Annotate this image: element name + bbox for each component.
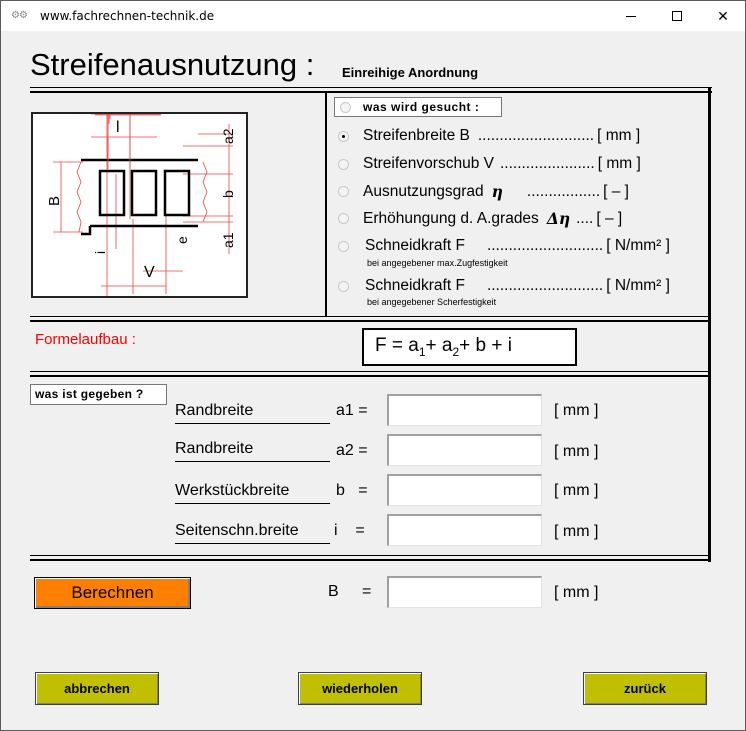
frame-right <box>708 88 711 562</box>
option-label: Ausnutzungsgrad <box>363 182 484 200</box>
option-dots: ........................... <box>477 127 595 144</box>
given-heading: was ist gegeben ? <box>30 384 167 405</box>
option-unit: [ N/mm² ] <box>606 277 670 294</box>
input-a1[interactable] <box>387 394 542 426</box>
window-title: www.fachrechnen-technik.de <box>40 9 215 23</box>
option-unit: [ N/mm² ] <box>606 237 670 254</box>
sought-heading-option[interactable] <box>334 97 502 117</box>
divider-top-1 <box>30 87 712 88</box>
option-unit: [ mm ] <box>597 127 641 144</box>
formula-label: Formelaufbau : <box>35 331 136 348</box>
option-label: Erhöhungung d. A.grades <box>363 209 539 227</box>
close-button[interactable] <box>700 1 746 31</box>
svg-text:e: e <box>174 236 190 244</box>
option-schneidkraft-zug[interactable] <box>338 237 670 255</box>
frame-divider-vertical <box>325 91 327 317</box>
option-label: Schneidkraft F <box>365 277 465 294</box>
calculate-button[interactable]: Berechnen <box>34 577 191 609</box>
app-icon: ⚙⚙ <box>11 10 27 21</box>
formula-mid: + a <box>425 335 453 356</box>
formula-rhs: + b + i <box>459 335 512 356</box>
radio-sought-heading[interactable] <box>340 102 351 113</box>
option-dots: ........................... <box>486 237 604 254</box>
radio-schneidkraft-zug[interactable] <box>338 241 349 252</box>
result-output[interactable] <box>387 576 542 608</box>
radio-streifenvorschub[interactable] <box>338 159 349 170</box>
option-erhoehung[interactable] <box>338 209 622 228</box>
label-randbreite-a1: Randbreite <box>175 402 330 424</box>
minimize-button[interactable] <box>608 1 654 31</box>
minimize-icon <box>626 16 636 17</box>
svg-text:a2: a2 <box>220 128 236 144</box>
symbol-i: i = <box>334 522 365 539</box>
option-unit: [ – ] <box>603 182 629 200</box>
result-symbol: B <box>328 583 339 600</box>
option-note-zug: bei angegebener max.Zugfestigkeit <box>367 258 508 268</box>
symbol-a1: a1 = <box>336 402 368 419</box>
option-note-scher: bei angegebener Scherfestigkeit <box>367 297 497 307</box>
svg-text:i: i <box>92 250 108 254</box>
back-button[interactable]: zurück <box>583 672 707 705</box>
repeat-button[interactable]: wiederholen <box>298 672 422 705</box>
divider-mid-4 <box>30 375 710 377</box>
formula-lhs: F = a <box>375 335 419 356</box>
label-seitenschnittbreite: Seitenschn.breite <box>175 522 330 544</box>
option-dots: ........................... <box>486 277 604 294</box>
maximize-button[interactable] <box>654 1 700 31</box>
unit-a2: [ mm ] <box>554 443 599 460</box>
divider-top-2 <box>30 91 712 93</box>
radio-schneidkraft-scher[interactable] <box>338 281 349 292</box>
radio-erhoehung[interactable] <box>338 213 349 224</box>
divider-bottom-2 <box>30 559 710 561</box>
formula-sub2: 2 <box>452 345 460 359</box>
option-ausnutzungsgrad[interactable] <box>338 182 629 201</box>
symbol-b: b = <box>336 482 368 499</box>
divider-mid-2 <box>30 320 710 322</box>
option-streifenbreite[interactable] <box>338 127 640 145</box>
svg-text:l: l <box>116 119 120 136</box>
divider-bottom-1 <box>30 555 710 556</box>
page-subtitle: Einreihige Anordnung <box>342 65 479 80</box>
eta-symbol: η <box>491 182 503 201</box>
input-b[interactable] <box>387 474 542 506</box>
option-dots: .... <box>576 209 594 227</box>
input-i[interactable] <box>387 514 542 546</box>
page-title: Streifenausnutzung : <box>30 47 315 82</box>
radio-streifenbreite[interactable] <box>338 131 349 142</box>
svg-text:a1: a1 <box>220 232 236 248</box>
cancel-button[interactable]: abbrechen <box>35 672 159 705</box>
formula-sub1: 1 <box>418 345 426 359</box>
unit-i: [ mm ] <box>554 523 599 540</box>
symbol-a2: a2 = <box>336 442 368 459</box>
title-bar <box>1 1 745 31</box>
option-schneidkraft-scher[interactable] <box>338 277 670 295</box>
delta-eta-symbol: Δη <box>546 209 571 228</box>
result-equals: = <box>362 583 372 600</box>
option-label: Streifenbreite B <box>363 127 470 144</box>
sought-heading-label: was wird gesucht : <box>363 100 480 114</box>
divider-mid-3 <box>30 371 710 372</box>
close-icon: ✕ <box>717 7 729 24</box>
svg-text:b: b <box>220 190 236 198</box>
option-dots: ...................... <box>499 155 595 172</box>
input-a2[interactable] <box>387 434 542 466</box>
option-unit: [ mm ] <box>597 155 641 172</box>
result-unit: [ mm ] <box>554 584 599 601</box>
option-streifenvorschub[interactable] <box>338 155 641 173</box>
option-unit: [ – ] <box>596 209 623 227</box>
svg-text:B: B <box>46 195 63 206</box>
label-randbreite-a2: Randbreite <box>175 440 330 462</box>
radio-ausnutzungsgrad[interactable] <box>338 186 349 197</box>
unit-a1: [ mm ] <box>554 402 599 419</box>
svg-text:V: V <box>144 264 155 281</box>
option-dots: ................. <box>526 182 601 200</box>
strip-layout-diagram-icon <box>33 114 246 296</box>
option-label: Streifenvorschub V <box>363 155 494 172</box>
unit-b: [ mm ] <box>554 482 599 499</box>
maximize-icon <box>672 11 682 21</box>
option-label: Schneidkraft F <box>365 237 465 254</box>
strip-diagram <box>31 112 248 298</box>
label-werkstueckbreite: Werkstückbreite <box>175 482 330 504</box>
formula-display <box>362 328 577 366</box>
divider-mid-1 <box>30 316 710 317</box>
